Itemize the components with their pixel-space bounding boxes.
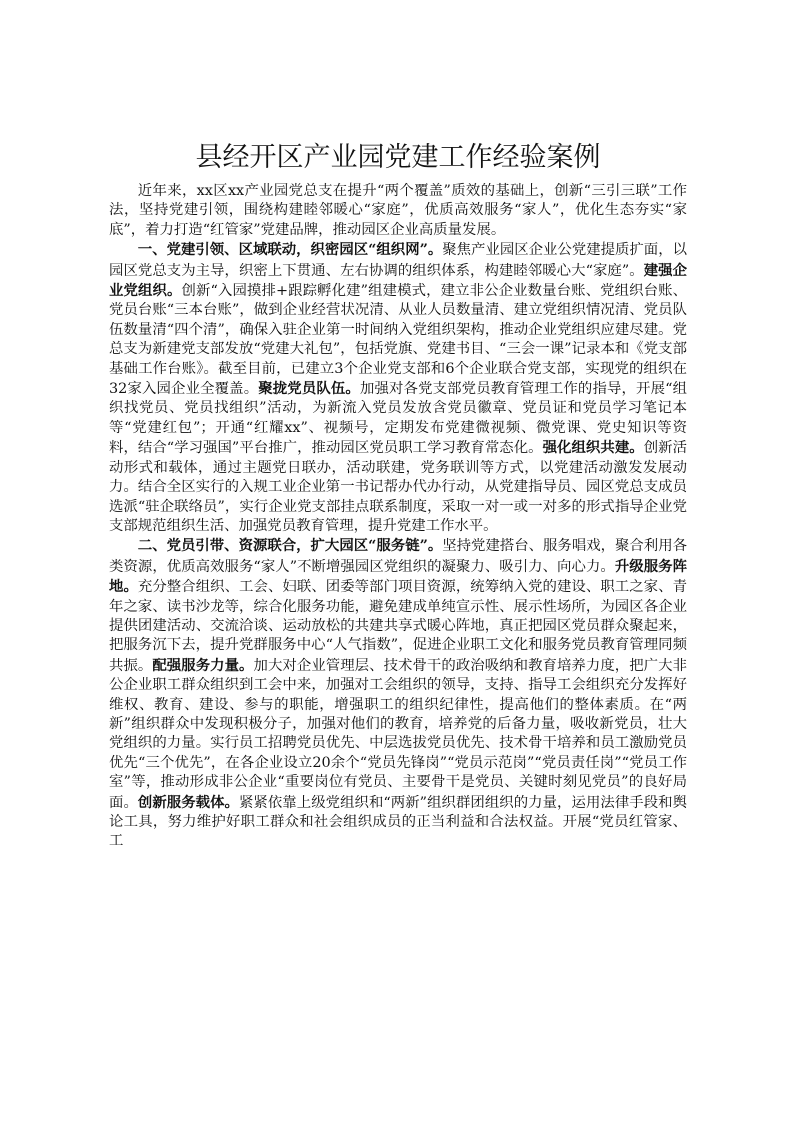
section-1-subheading-2: 聚拢党员队伍。 [258,380,360,398]
section-2-text: 坚持党建搭台、服务唱戏，聚合利用各类资源，优质高效服务“家人”不断增强园区党组织的凝聚力、吸引力、向心力。 [109,538,687,575]
section-1-heading: 一、党建引领、区域联动，织密园区“组织网”。 [137,241,443,259]
section-1-paragraph [109,240,687,536]
section-1-text: 创新“入园摸排+跟踪孵化建”组建模式，建立非公企业数量台账、党组织台账、党员台账“三本台账”，做到企业经营状况清、从业人员数量清、建立党组织情况清、党员队伍数量清“四个清”，确保入驻企业第一时间纳入党组织架构，推动企业党组织应建尽建。党总支为新建党支部发放“党建大礼包”，包括党旗、党建书目、“三会一课”记录本和《党支部基础工作台账》。截至目前，已建立3个企业党支部和6个企业联合党支部，实现党的组织在32家入园企业全覆盖。 [109,283,687,398]
document-title: 县经开区产业园党建工作经验案例 [195,142,601,173]
section-2-text: 充分整合组织、工会、妇联、团委等部门项目资源，统筹纳入党的建设、职工之家、青年之家、读书沙龙等，综合化服务功能，避免建成单纯宣示性、展示性场所，为园区各企业提供团建活动、交流洽谈、运动放松的共建共享式暖心阵地，真正把园区党员群众聚起来，把服务沉下去，提升党群服务中心“人气指数”，促进企业职工文化和服务党员教育管理同频共振。 [109,579,687,674]
section-2-subheading-1: 升级服务阵地。 [109,557,687,596]
document-page [109,140,687,852]
section-2-subheading-3: 创新服务载体。 [137,793,239,811]
intro-paragraph: 近年来，xx区xx产业园党总支在提升“两个覆盖”质效的基础上，创新“三引三联”工作法，坚持党建引领，围绕构建睦邻暖心“家庭”，优质高效服务“家人”，优化生态夯实“家底”，着力打造“红管家”党建品牌，推动园区企业高质量发展。 [109,183,687,238]
section-2-text: 加大对企业管理层、技术骨干的政治吸纳和教育培养力度，把广大非公企业职工群众组织到工会中来，加强对工会组织的领导，支持、指导工会组织充分发挥好维权、教育、建设、参与的职能，增强职工的组织纪律性，提高他们的整体素质。在“两新”组织群众中发现积极分子，加强对他们的教育，培养党的后备力量，吸收新党员，壮大党组织的力量。实行员工招聘党员优先、中层选拔党员优先、技术骨干培养和员工激励党员优先“三个优先”，在各企业设立20余个“党员先锋岗”“党员示范岗”“党员责任岗”“党员工作室”等，推动形成非公企业“重要岗位有党员、主要骨干是党员、关键时刻见党员”的良好局面。 [109,657,687,811]
section-1-text: 聚焦产业园区企业公党建提质扩面，以园区党总支为主导，织密上下贯通、左右协调的组织体系，构建睦邻暖心大“家庭”。 [109,242,687,279]
section-2-text: 紧紧依靠上级党组织和“两新”组织群团组织的力量，运用法律手段和舆论工具，努力维护好职工群众和社会组织成员的正当利益和合法权益。开展“党员红管家、工 [109,794,687,850]
section-1-text: 创新活动形式和载体，通过主题党日联办，活动联建，党务联训等方式，以党建活动激发发展动力。结合全区实行的入规工业企业第一书记帮办代办行动，从党建指导员、园区党总支成员选派“驻企联络员”，实行企业党支部挂点联系制度，采取一对一或一对多的形式指导企业党支部规范组织生活、加强党员教育管理，提升党建工作水平。 [109,440,687,534]
section-2-heading: 二、党员引带、资源联合，扩大园区“服务链”。 [137,537,443,555]
section-2-paragraph [109,536,687,852]
section-1-text: 加强对各党支部党员教育管理工作的指导，开展“组织找党员、党员找组织”活动，为新流入党员发放含党员徽章、党员证和党员学习笔记本等“党建红包”；开通“红耀xx”、视频号，定期发布党建微视频、微党课、党史知识等资料，结合“学习强国”平台推广，推动园区党员职工学习教育常态化。 [109,381,687,457]
section-1-subheading-3: 强化组织共建。 [542,439,644,457]
section-2-subheading-2: 配强服务力量。 [152,656,254,674]
section-1-subheading-1: 建强企业党组织。 [109,261,687,300]
